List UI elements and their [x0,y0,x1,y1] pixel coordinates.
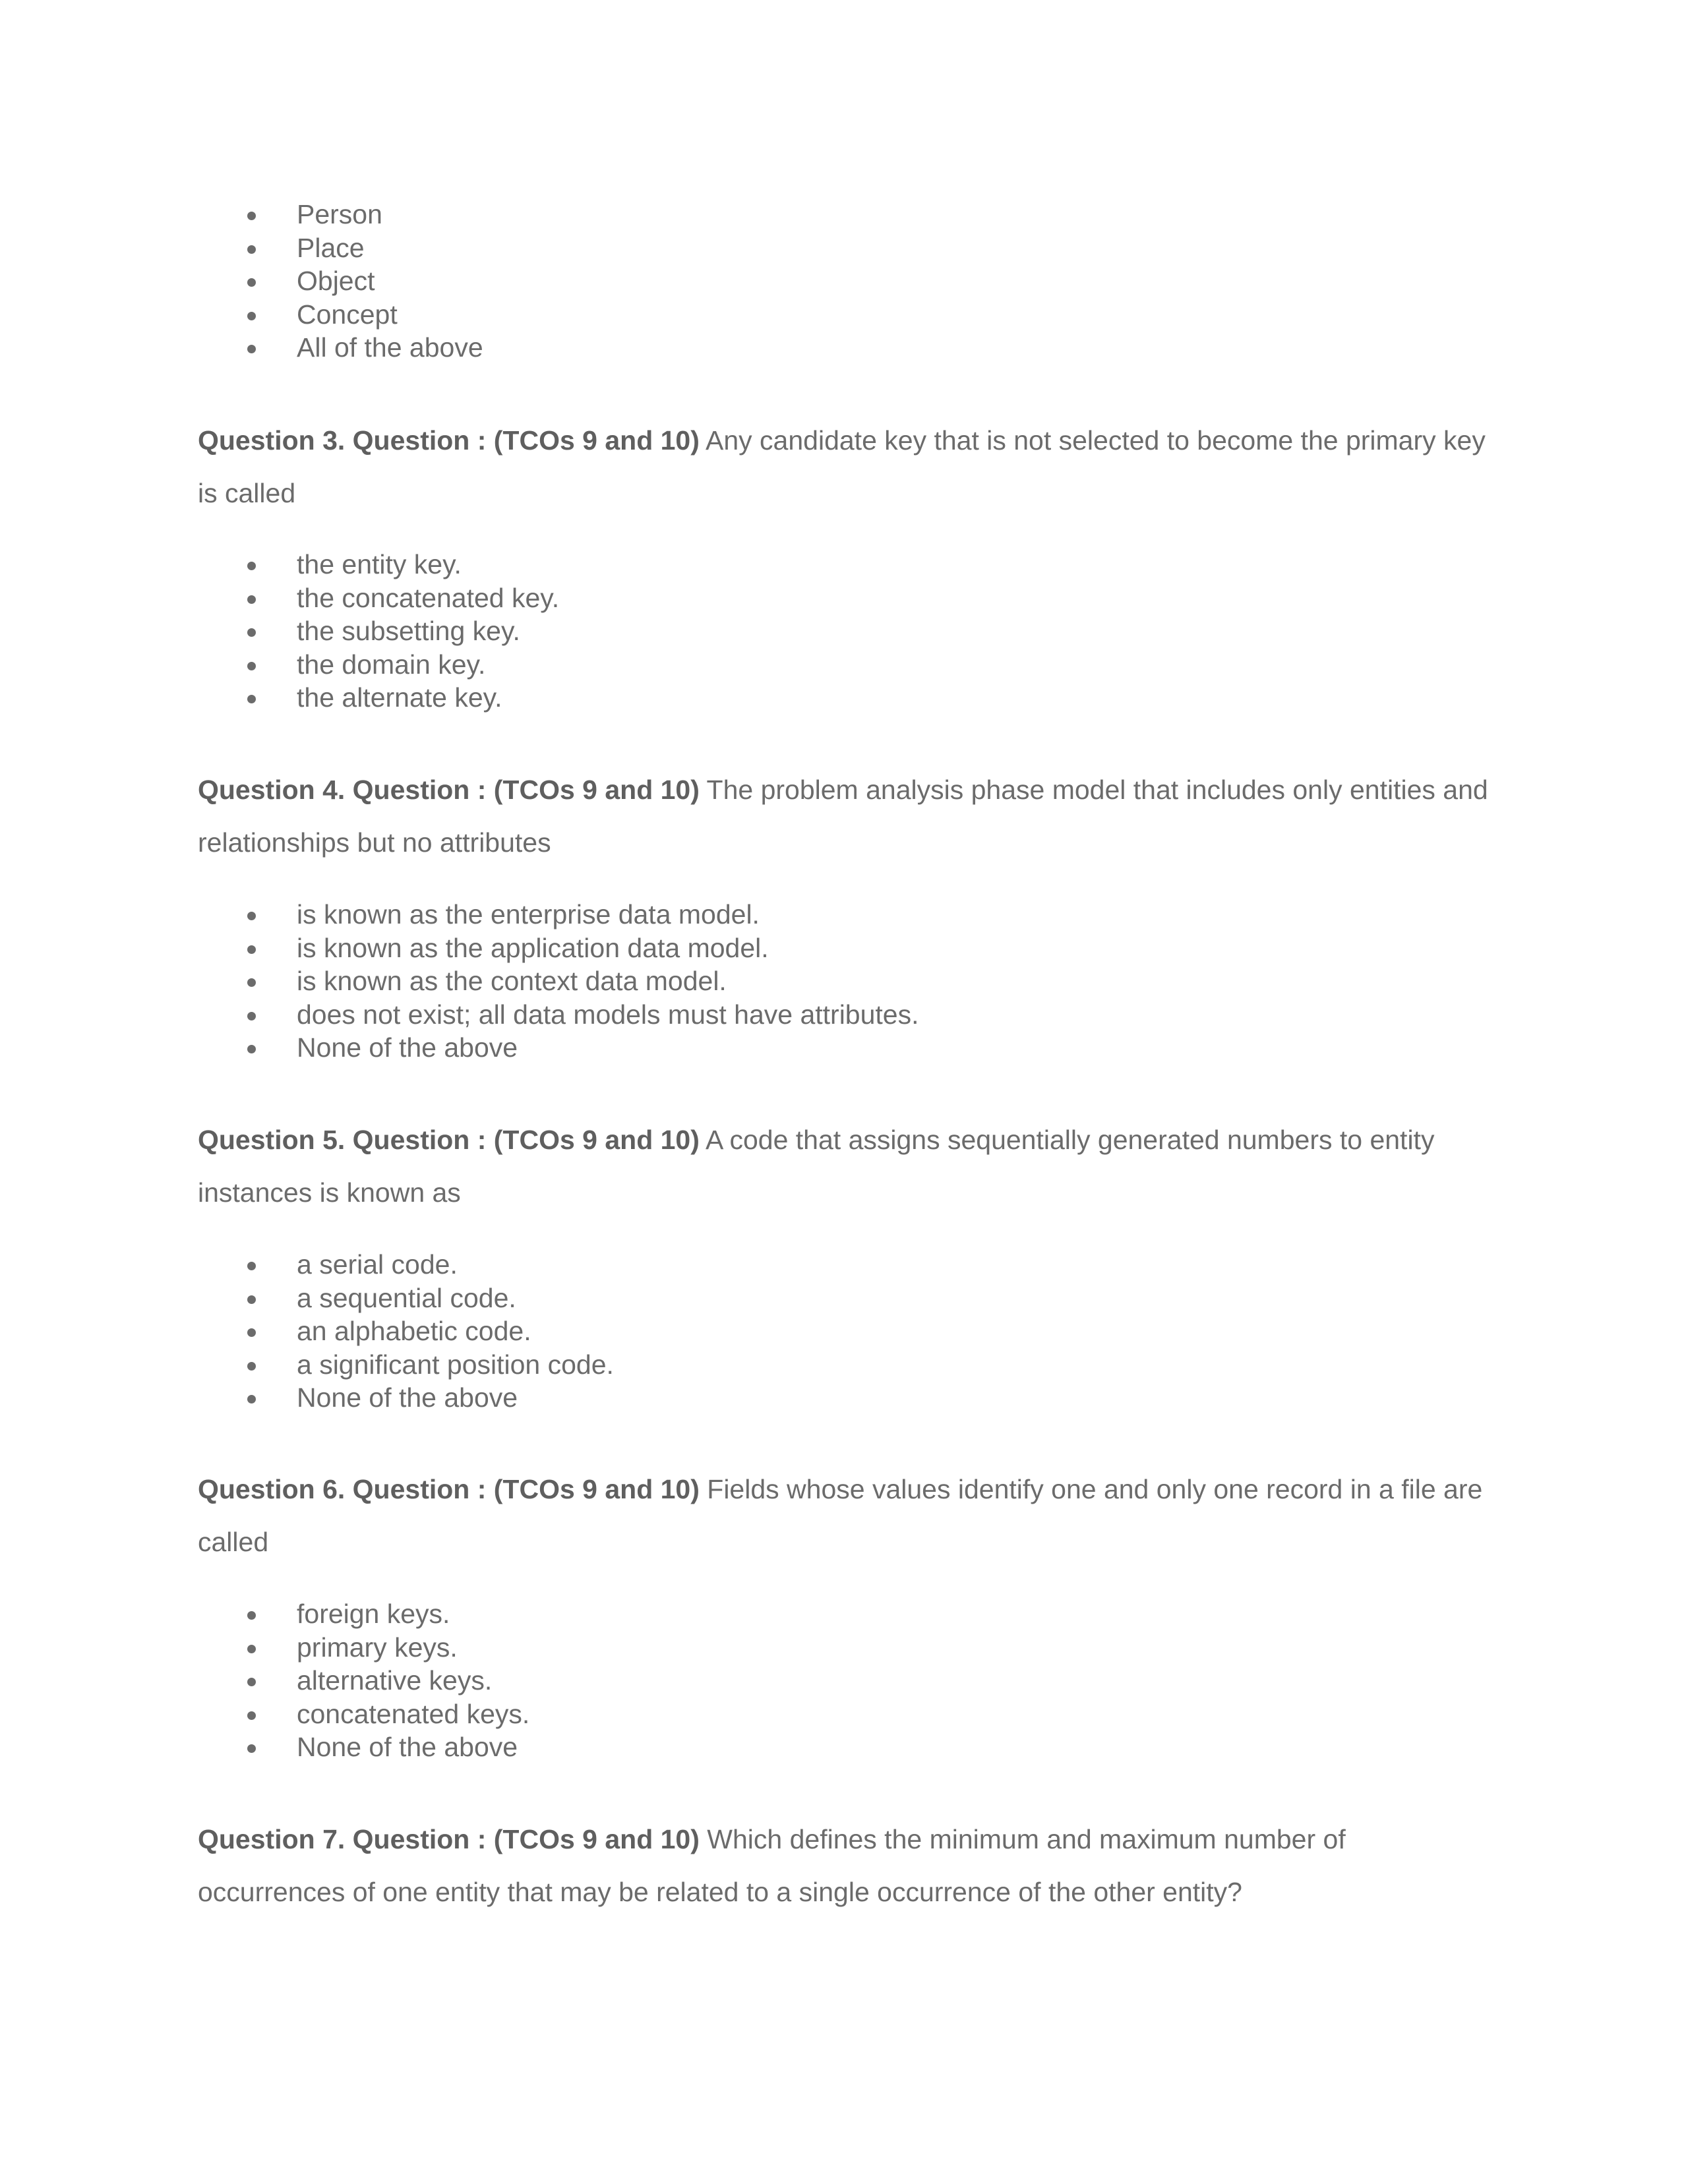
question-text: A code that assigns sequentially generated numbers to entity instances is known as [198,1125,1435,1208]
question-label: Question 7. Question : (TCOs 9 and 10) [198,1824,700,1854]
top-options-block [0,198,1688,365]
bullet-icon [247,1295,256,1304]
list-item: Concept [0,298,1688,332]
list-item: concatenated keys. [0,1697,1688,1731]
list-item: a significant position code. [0,1348,1688,1382]
question-6-options [0,1597,1688,1764]
list-item: is known as the enterprise data model. [0,898,1688,931]
question-5-options [0,1248,1688,1415]
list-item: foreign keys. [0,1597,1688,1631]
list-item: None of the above [0,1381,1688,1415]
bullet-icon [247,1012,256,1020]
option-list [0,548,1688,715]
question-label: Question 6. Question : (TCOs 9 and 10) [198,1474,700,1504]
bullet-icon [247,1645,256,1653]
list-item: does not exist; all data models must have attributes. [0,998,1688,1032]
list-item: None of the above [0,1031,1688,1065]
question-text: Which defines the minimum and maximum number of occurrences of one entity that may be related to a single occurrence of the other entity? [198,1824,1346,1907]
list-item: the subsetting key. [0,614,1688,648]
option-list [0,1597,1688,1764]
bullet-icon [247,1328,256,1337]
bullet-icon [247,912,256,920]
question-label: Question 3. Question : (TCOs 9 and 10) [198,425,700,456]
list-item: is known as the application data model. [0,931,1688,965]
list-item: Object [0,264,1688,298]
bullet-icon [247,1045,256,1053]
list-item: Person [0,198,1688,231]
bullet-icon [247,1262,256,1270]
bullet-icon [247,278,256,287]
question-label: Question 5. Question : (TCOs 9 and 10) [198,1125,700,1155]
bullet-icon [247,212,256,220]
bullet-icon [247,562,256,570]
list-item: None of the above [0,1730,1688,1764]
question-3 [198,414,1490,519]
list-item: a serial code. [0,1248,1688,1282]
bullet-icon [247,1611,256,1620]
list-item: the domain key. [0,648,1688,682]
option-list [0,1248,1688,1415]
bullet-icon [247,595,256,604]
list-item: alternative keys. [0,1664,1688,1697]
bullet-icon [247,245,256,254]
bullet-icon [247,312,256,320]
bullet-icon [247,945,256,954]
bullet-icon [247,628,256,637]
bullet-icon [247,1744,256,1753]
list-item: is known as the context data model. [0,964,1688,998]
list-item: All of the above [0,331,1688,365]
bullet-icon [247,1395,256,1403]
question-label: Question 4. Question : (TCOs 9 and 10) [198,775,700,805]
question-text: Any candidate key that is not selected to become the primary key is called [198,425,1486,508]
list-item: the concatenated key. [0,581,1688,615]
bullet-icon [247,1678,256,1686]
option-list [0,198,1688,365]
bullet-icon [247,1711,256,1720]
bullet-icon [247,662,256,670]
list-item: the entity key. [0,548,1688,581]
question-4 [198,763,1490,869]
bullet-icon [247,1362,256,1371]
question-4-options [0,898,1688,1065]
question-5 [198,1113,1490,1219]
bullet-icon [247,695,256,703]
question-text: Fields whose values identify one and only one record in a file are called [198,1474,1483,1557]
question-text: The problem analysis phase model that includes only entities and relationships but no attributes [198,775,1488,858]
list-item: primary keys. [0,1631,1688,1665]
question-7 [198,1813,1490,1918]
option-list [0,898,1688,1065]
question-3-options [0,548,1688,715]
list-item: an alphabetic code. [0,1314,1688,1348]
bullet-icon [247,978,256,987]
bullet-icon [247,345,256,353]
list-item: a sequential code. [0,1282,1688,1315]
list-item: the alternate key. [0,681,1688,715]
question-6 [198,1463,1490,1568]
list-item: Place [0,231,1688,265]
